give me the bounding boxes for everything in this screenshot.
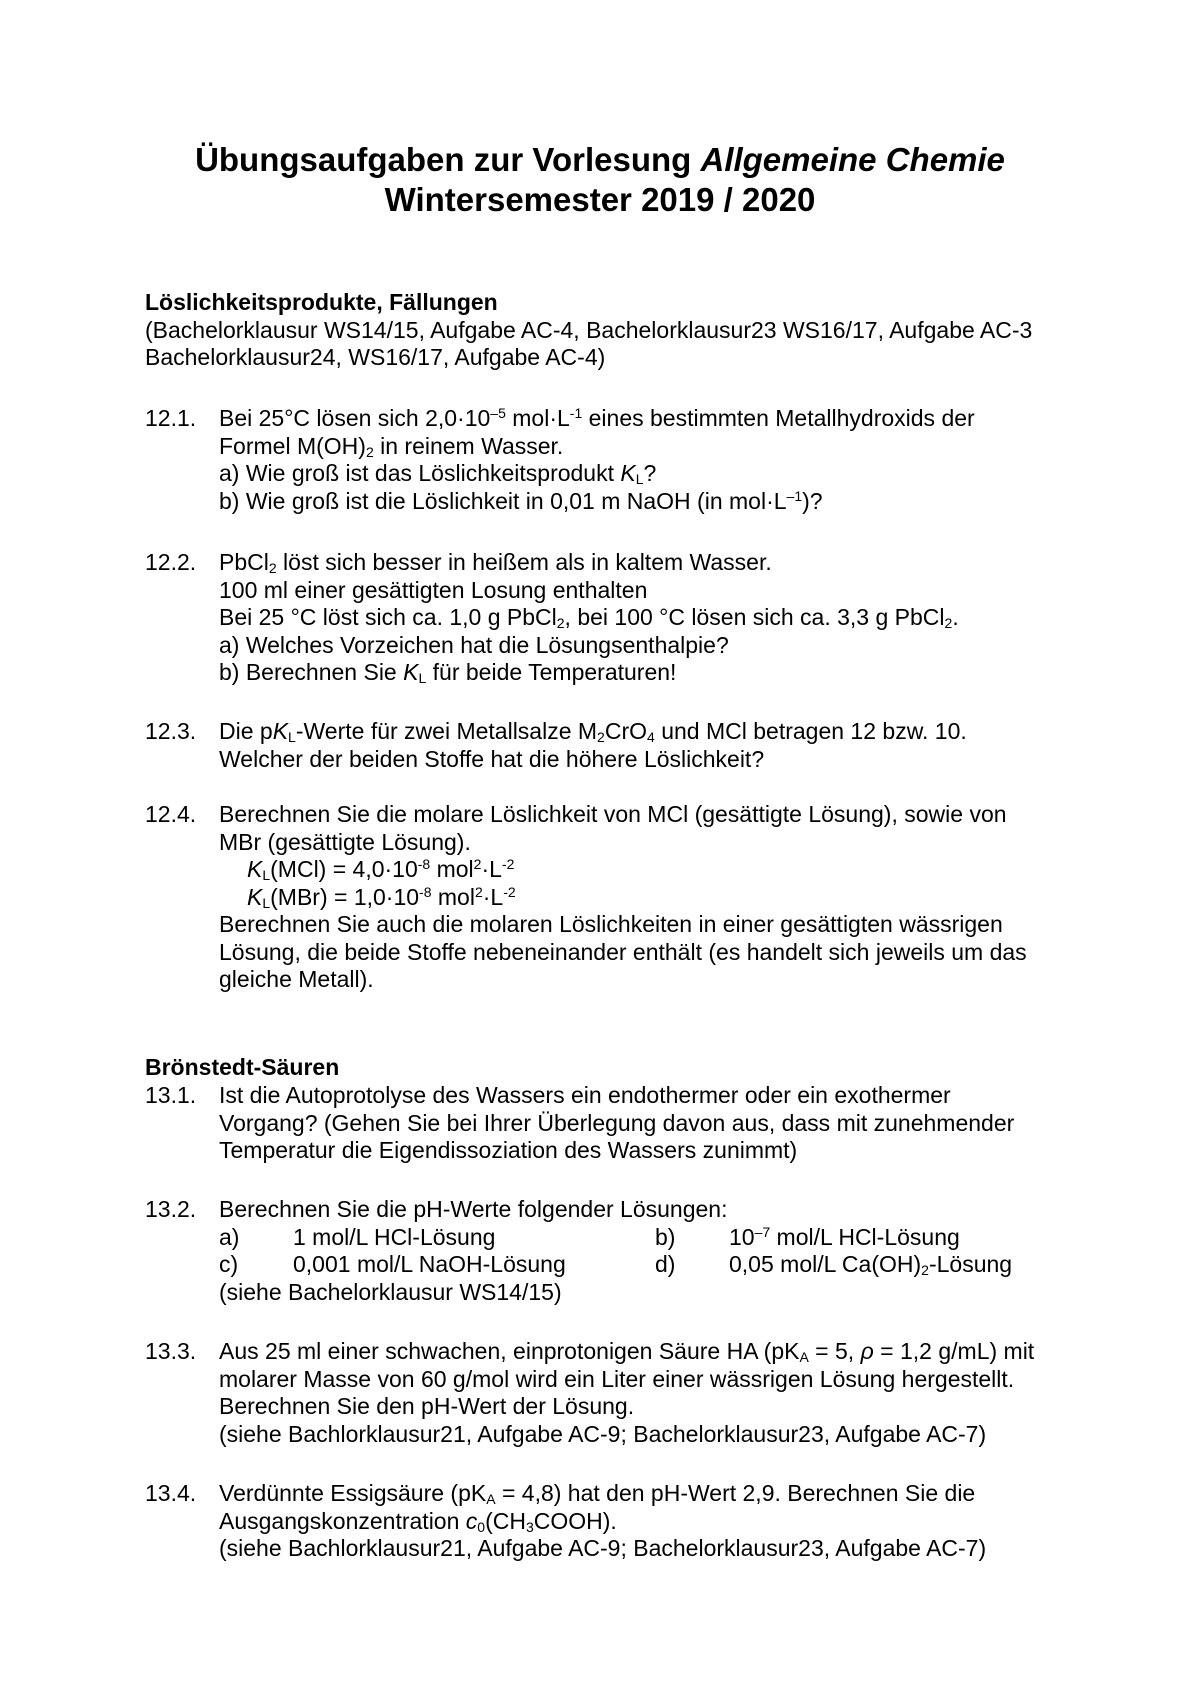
text-line: Formel $M(OH)_2$ in reinem Wasser. [219,432,564,460]
question-body [219,405,1145,515]
text-line: Ausgangskonzentration $c_0(CH_3COOH)$. [219,1507,617,1535]
text-line: b) Wie groß ist die Löslichkeit in 0,01 m NaOH (in $mol\cdot L^{-1}$)? [219,487,823,514]
option-text: $10^{-7}$ mol/L HCl-Lösung [729,1223,960,1250]
section-heading: Brönstedt-Säuren [145,1054,340,1080]
question-body [219,1082,1145,1165]
page-subtitle: Wintersemester 2019 / 2020 [384,181,816,218]
text-line: Berechnen Sie den pH-Wert der Lösung. [219,1393,635,1419]
text-line: (siehe Bachlorklausur21, Aufgabe AC-9; Bachelorklausur23, Aufgabe AC-7) [219,1535,987,1561]
text-line: (siehe Bachelorklausur WS14/15) [219,1278,562,1305]
text-line: MBr (gesättigte Lösung). [219,828,471,855]
text-line: Bei 25°C lösen sich $2,0\cdot 10^{-5}$ $mol\cdot L^{-1}$ eines bestimmten Metallhydroxids der [219,405,975,431]
text-line: Die $pK_L$-Werte für zwei Metallsalze $M_2CrO_4$ und MCl betragen 12 bzw. 10. [219,718,967,745]
question-number: 13.2. [145,1196,197,1222]
question-number: 12.2. [145,549,197,575]
text-line: a) Wie groß ist das Löslichkeitsprodukt $K_L$? [219,460,657,487]
question-body [219,1480,1145,1563]
text-line: Berechnen Sie auch die molaren Löslichkeiten in einer gesättigten wässrigen [219,911,1003,937]
question-number: 13.3. [145,1338,197,1364]
question-body [219,801,1145,994]
solutions-grid [219,1224,1145,1279]
question-number: 13.1. [145,1082,197,1108]
question-12-2 [145,549,1145,687]
question-13-4 [145,1480,1145,1563]
section-loeslichkeit [145,289,1145,372]
text-line: Berechnen Sie die molare Löslichkeit von MCl (gesättigte Lösung), sowie von [219,801,1007,827]
question-number: 13.4. [145,1480,197,1506]
question-body [219,1338,1145,1448]
question-12-3 [145,718,1145,773]
question-number: 12.4. [145,801,197,827]
text-line: Ist die Autoprotolyse des Wassers ein endothermer oder ein exothermer [219,1082,951,1108]
option-text: 1 mol/L HCl-Lösung [293,1223,496,1250]
text-line: Vorgang? (Gehen Sie bei Ihrer Überlegung davon aus, dass mit zunehmender [219,1109,1015,1136]
text-line: Aus 25 ml einer schwachen, einprotonigen Säure HA ($pK_A = 5$, ρ = 1,2 g/mL) mit [219,1338,1035,1365]
option-label: b) [655,1223,676,1250]
equation-kl-mcl: $K_L(MCl) = 4,0\cdot 10^{-8}$ $mol^2\cdot L^{-2}$ [247,856,515,883]
question-number: 12.3. [145,718,197,744]
text-line: gleiche Metall). [219,966,374,992]
source-line: Bachelorklausur24, WS16/17, Aufgabe AC-4) [145,344,606,370]
option-label: a) [219,1223,240,1250]
text-line: PbCl$_2$ löst sich besser in heißem als in kaltem Wasser. [219,549,772,576]
text-line: Berechnen Sie die pH-Werte folgender Lösungen: [219,1196,728,1222]
text-line: 100 ml einer gesättigten Losung enthalten [219,576,648,603]
title-italic: Allgemeine Chemie [700,141,1005,178]
text-line: Verdünnte Essigsäure $(pK_A = 4,8)$ hat den pH-Wert 2,9. Berechnen Sie die [219,1480,976,1507]
question-body [219,718,1145,773]
text-line: Lösung, die beide Stoffe nebeneinander enthält (es handelt sich jeweils um das [219,938,1027,965]
page-title [0,140,1200,180]
question-13-3 [145,1338,1145,1448]
option-text: 0,05 mol/L $Ca(OH)_2$-Lösung [729,1251,1013,1278]
question-12-1 [145,405,1145,515]
text-line: Bei 25 °C löst sich ca. 1,0 g PbCl$_2$, bei 100 °C lösen sich ca. 3,3 g PbCl$_2$. [219,604,959,631]
source-line: (Bachelorklausur WS14/15, Aufgabe AC-4, Bachelorklausur23 WS16/17, Aufgabe AC-3 [145,316,1033,343]
question-13-1 [145,1082,1145,1165]
text-line: a) Welches Vorzeichen hat die Lösungsenthalpie? [219,631,729,658]
text-line: b) Berechnen Sie $K_L$ für beide Temperaturen! [219,659,677,686]
option-label: d) [655,1251,676,1277]
section-heading: Löslichkeitsprodukte, Fällungen [145,289,498,315]
option-text: 0,001 mol/L NaOH-Lösung [293,1251,566,1277]
option-label: c) [219,1251,239,1277]
equation-kl-mbr: $K_L(MBr) = 1,0\cdot 10^{-8}$ $mol^2\cdot L^{-2}$ [247,883,516,911]
question-12-4 [145,801,1145,994]
question-number: 12.1. [145,405,197,431]
section-broensted [145,1054,1145,1082]
title-plain: Übungsaufgaben zur Vorlesung [195,141,701,178]
question-13-2 [145,1196,1145,1306]
question-body [219,549,1145,687]
text-line: Temperatur die Eigendissoziation des Wassers zunimmt) [219,1137,798,1163]
text-line: (siehe Bachlorklausur21, Aufgabe AC-9; Bachelorklausur23, Aufgabe AC-7) [219,1420,987,1447]
question-body [219,1196,1145,1306]
text-line: Welcher der beiden Stoffe hat die höhere Löslichkeit? [219,745,765,772]
text-line: molarer Masse von 60 g/mol wird ein Liter einer wässrigen Lösung hergestellt. [219,1365,1015,1392]
